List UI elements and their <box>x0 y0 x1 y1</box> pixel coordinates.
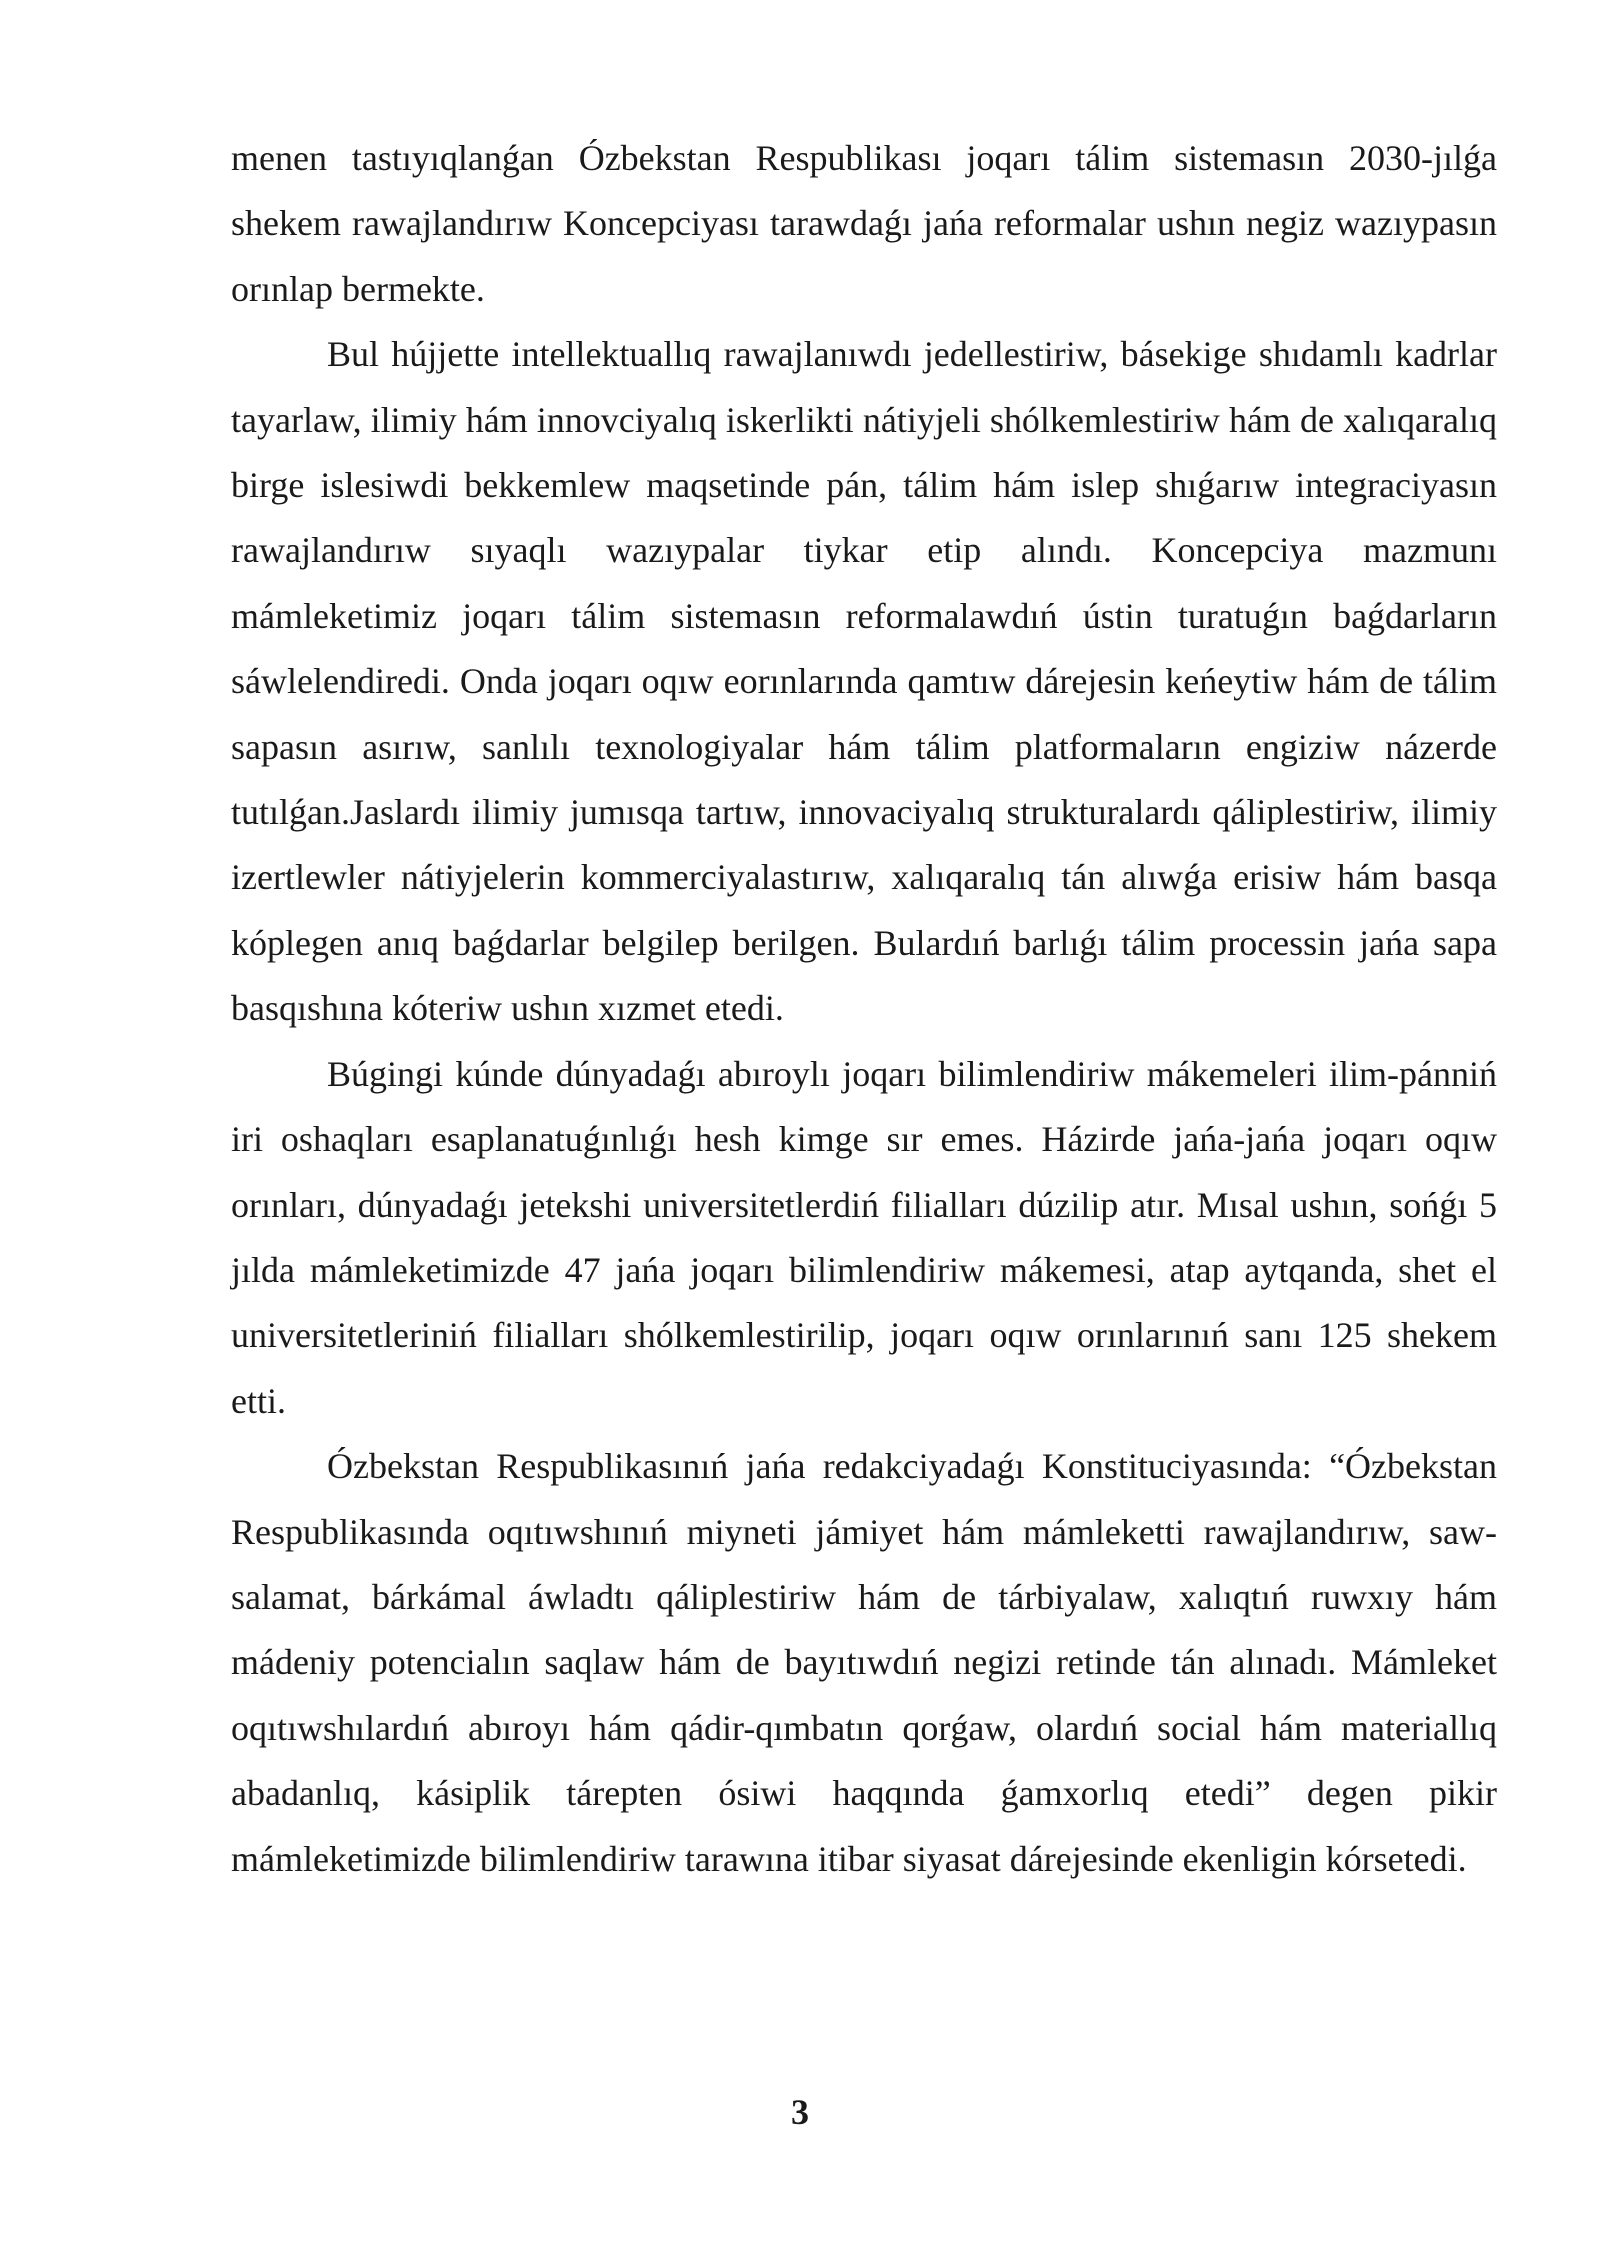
paragraph-3: Búgingi kúnde dúnyadaǵı abıroylı joqarı bilimlendiriw mákemeleri ilim-pánniń iri oshaqları esaplanatuǵınlıǵı hesh kimge sır emes. Házirde jańa-jańa joqarı oqıw orınları, dúnyadaǵı jetekshi universitetlerdiń filialları dúzilip atır. Mısal ushın, sońǵı 5 jılda mámleketimizde 47 jańa joqarı bilimlendiriw mákemesi, atap aytqanda, shet el universitetleriniń filialları shólkemlestirilip, joqarı oqıw orınlarınıń sanı 125 shekem etti. <box>231 1053 1497 1421</box>
paragraph-1: menen tastıyıqlanǵan Ózbekstan Respublikası joqarı tálim sistemasın 2030-jılǵa shekem rawajlandırıw Koncepciyası tarawdaǵı jańa reformalar ushın negiz wazıypasın orınlap bermekte. <box>231 138 1497 309</box>
page-number: 3 <box>791 2092 809 2132</box>
document-body <box>231 126 1497 1892</box>
paragraph-4: Ózbekstan Respublikasınıń jańa redakciyadaǵı Konstituciyasında: “Ózbekstan Respublikasında oqıtıwshınıń miyneti jámiyet hám mámleketti rawajlandırıw, saw-salamat, bárkámal áwladtı qáliplestiriw hám de tárbiyalaw, xalıqtıń ruwxıy hám mádeniy potencialın saqlaw hám de bayıtıwdıń negizi retinde tán alınadı. Mámleket oqıtıwshılardıń abıroyı hám qádir-qımbatın qorǵaw, olardıń social hám materiallıq abadanlıq, kásiplik tárepten ósiwi haqqında ǵamxorlıq etedi” degen pikir mámleketimizde bilimlendiriw tarawına itibar siyasat dárejesinde ekenligin kórsetedi. <box>231 1446 1497 1879</box>
paragraph-2: Bul hújjette intellektuallıq rawajlanıwdı jedellestiriw, básekige shıdamlı kadrlar tayarlaw, ilimiy hám innovciyalıq iskerlikti nátiyjeli shólkemlestiriw hám de xalıqaralıq birge islesiwdi bekkemlew maqsetinde pán, tálim hám islep shıǵarıw integraciyasın rawajlandırıw sıyaqlı wazıypalar tiykar etip alındı. Koncepciya mazmunı mámleketimiz joqarı tálim sistemasın reformalawdıń ústin turatuǵın baǵdarların sáwlelendiredi. Onda joqarı oqıw eorınlarında qamtıw dárejesin keńeytiw hám de tálim sapasın asırıw, sanlılı texnologiyalar hám tálim platformaların engiziw názerde tutılǵan.Jaslardı ilimiy jumısqa tartıw, innovaciyalıq strukturalardı qáliplestiriw, ilimiy izertlewler nátiyjelerin kommerciyalastırıw, xalıqaralıq tán alıwǵa erisiw hám basqa kóplegen anıq baǵdarlar belgilep berilgen. Bulardıń barlıǵı tálim processin jańa sapa basqıshına kóteriw ushın xızmet etedi. <box>231 334 1497 1029</box>
